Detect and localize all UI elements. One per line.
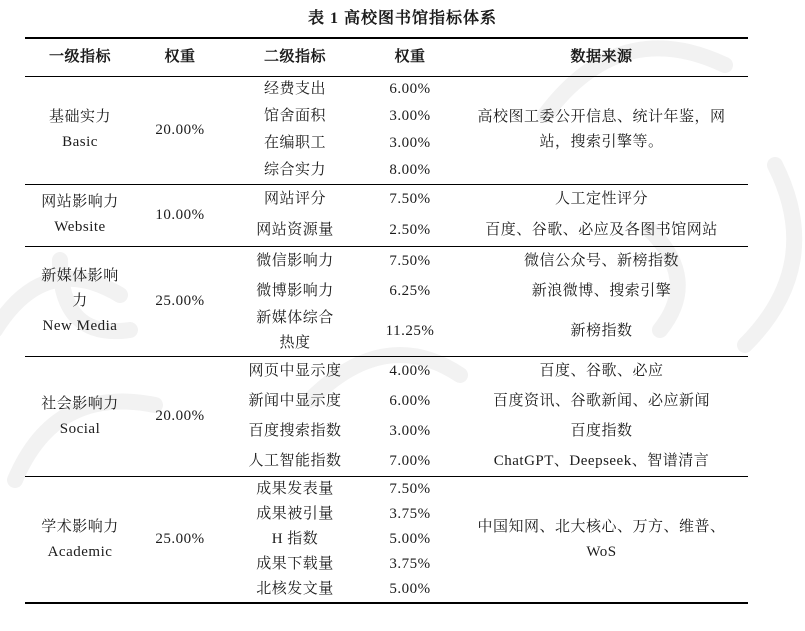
first-level-weight-cell: 20.00% (155, 121, 205, 138)
data-source-cell: 百度指数 (570, 423, 633, 439)
second-level-indicator-cell: 综合实力 (263, 161, 326, 178)
data-source-cell: 高校图工委公开信息、统计年鉴，网 站，搜索引擎等。 (477, 109, 726, 150)
table-row (25, 76, 748, 103)
first-level-weight-cell: 25.00% (155, 531, 205, 547)
second-level-indicator-cell: 微信影响力 (256, 252, 334, 269)
second-level-indicator-cell: 经费支出 (263, 81, 326, 98)
data-source-cell: 百度、谷歌、必应 (539, 363, 664, 380)
data-source-cell: 人工定性评分 (554, 191, 648, 208)
table-section-1 (25, 184, 748, 246)
table-header (25, 38, 748, 76)
header-data-source: 数据来源 (455, 38, 748, 76)
data-source-cell: 中国知网、北大核心、万方、维普、 WoS (477, 518, 726, 560)
first-level-weight-cell: 25.00% (155, 292, 205, 309)
second-level-indicator-cell: 在编职工 (263, 135, 326, 151)
second-level-weight-cell: 6.25% (389, 282, 431, 299)
table-caption: 表 1 高校图书馆指标体系 (307, 10, 497, 27)
second-level-weight-cell: 7.50% (389, 252, 431, 269)
table-section-0 (25, 76, 748, 184)
first-level-indicator-cell: 社会影响力 Social (41, 395, 119, 437)
first-level-weight-cell: 10.00% (155, 206, 205, 223)
second-level-weight-cell: 11.25% (385, 322, 435, 339)
second-level-indicator-cell: 北核发文量 (256, 581, 334, 597)
header-second-level-weight: 权重 (365, 38, 455, 76)
table-section-3 (25, 357, 748, 477)
data-source-cell: 微信公众号、新榜指数 (523, 252, 679, 269)
second-level-indicator-cell: H 指数 (271, 531, 319, 547)
second-level-weight-cell: 7.50% (389, 191, 431, 208)
second-level-weight-cell: 7.00% (389, 452, 431, 469)
second-level-weight-cell: 7.50% (389, 481, 431, 497)
second-level-weight-cell: 3.00% (389, 135, 431, 151)
second-level-indicator-cell: 成果发表量 (256, 481, 334, 497)
second-level-indicator-cell: 新媒体综合 热度 (256, 310, 334, 351)
second-level-weight-cell: 8.00% (389, 161, 431, 178)
second-level-weight-cell: 3.75% (389, 506, 431, 522)
table-section-4 (25, 477, 748, 604)
data-source-cell: 百度资讯、谷歌新闻、必应新闻 (492, 393, 710, 409)
first-level-indicator-cell: 新媒体影响 力 New Media (41, 267, 119, 334)
second-level-indicator-cell: 成果下载量 (256, 556, 334, 572)
first-level-indicator-cell: 基础实力 Basic (48, 109, 111, 150)
second-level-indicator-cell: 新闻中显示度 (248, 393, 342, 409)
data-source-cell: 新浪微博、搜索引擎 (531, 282, 672, 299)
first-level-indicator-cell: 网站影响力 Website (41, 194, 119, 235)
second-level-indicator-cell: 百度搜索指数 (248, 423, 342, 439)
second-level-weight-cell: 2.50% (389, 221, 431, 238)
second-level-indicator-cell: 网站资源量 (256, 221, 334, 238)
header-first-level-indicator: 一级指标 (25, 38, 135, 76)
table-row (25, 184, 748, 215)
second-level-indicator-cell: 馆舍面积 (263, 108, 326, 124)
first-level-weight-cell: 20.00% (155, 408, 205, 424)
first-level-indicator-cell: 学术影响力 Academic (41, 518, 119, 560)
second-level-indicator-cell: 成果被引量 (256, 506, 334, 522)
second-level-weight-cell: 5.00% (389, 531, 431, 547)
second-level-weight-cell: 3.75% (389, 556, 431, 572)
second-level-weight-cell: 3.00% (389, 423, 431, 439)
second-level-weight-cell: 4.00% (389, 363, 431, 380)
second-level-indicator-cell: 微博影响力 (256, 282, 334, 299)
second-level-indicator-cell: 人工智能指数 (248, 452, 342, 469)
header-first-level-weight: 权重 (135, 38, 225, 76)
second-level-indicator-cell: 网页中显示度 (248, 363, 342, 380)
data-source-cell: 百度、谷歌、必应及各图书馆网站 (485, 221, 718, 238)
table-section-2 (25, 246, 748, 357)
second-level-indicator-cell: 网站评分 (263, 191, 326, 208)
second-level-weight-cell: 6.00% (389, 81, 431, 98)
table-row (25, 246, 748, 276)
second-level-weight-cell: 3.00% (389, 108, 431, 124)
second-level-weight-cell: 6.00% (389, 393, 431, 409)
table-row (25, 357, 748, 387)
data-source-cell: 新榜指数 (570, 322, 633, 339)
header-row (25, 38, 748, 76)
header-second-level-indicator: 二级指标 (225, 38, 365, 76)
table-row (25, 477, 748, 503)
indicator-table (25, 37, 748, 604)
second-level-weight-cell: 5.00% (389, 581, 431, 597)
data-source-cell: ChatGPT、Deepseek、智谱清言 (493, 452, 710, 469)
